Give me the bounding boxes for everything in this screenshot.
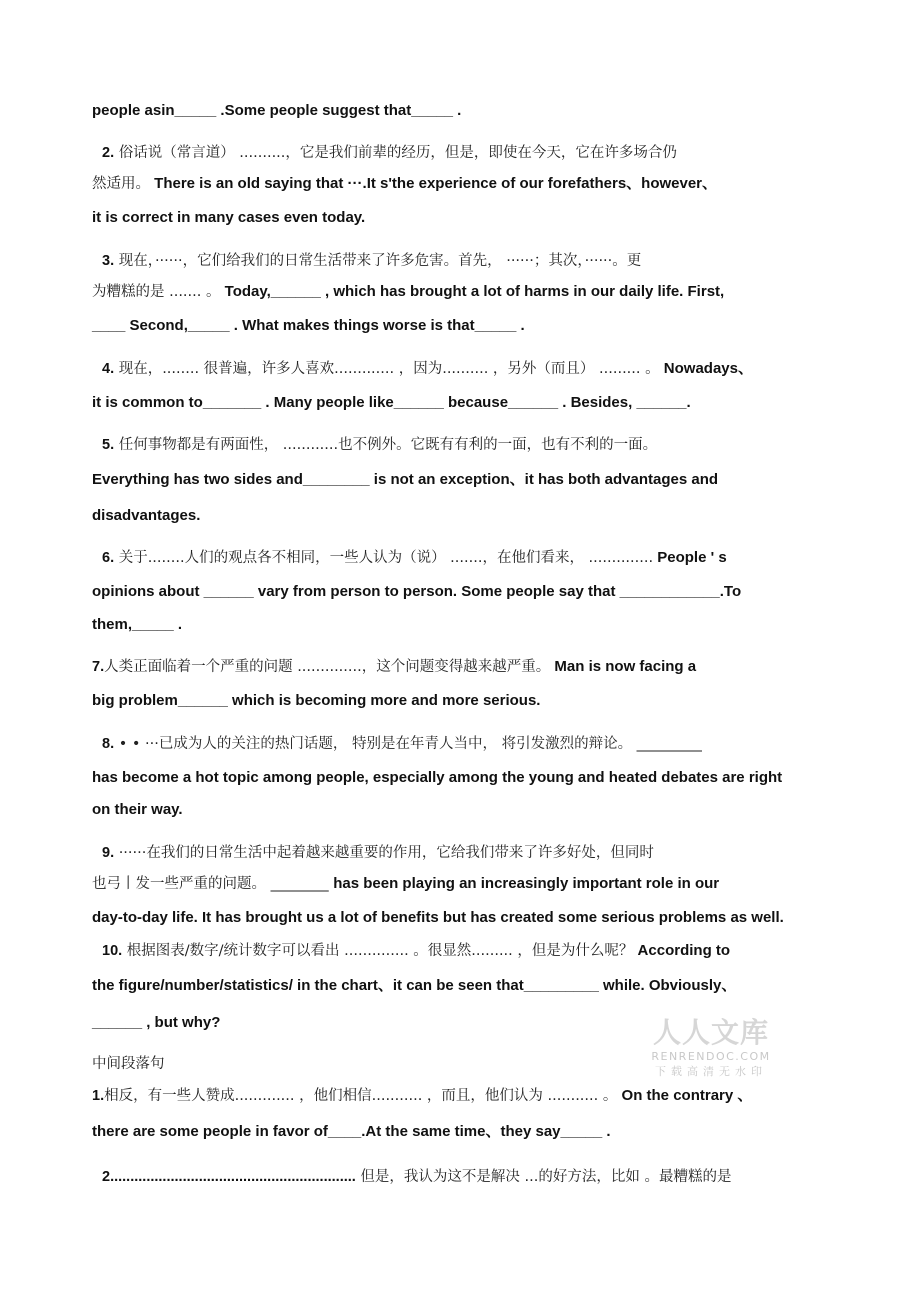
english-text: Man is now facing a	[550, 658, 697, 675]
item-number: 8.	[102, 736, 115, 752]
text-line	[92, 1122, 850, 1142]
chinese-text: 关于........人们的观点各不相同，一些人认为（说） .......，在他们看来， ..............	[114, 550, 654, 566]
english-text: there are some people in favor of____.At the same time、they say_____ .	[92, 1123, 611, 1140]
english-text: Today,______ , which has brought a lot of harms in our daily life. First,	[220, 283, 725, 300]
watermark-title: 人人文库	[652, 1016, 769, 1049]
english-text: has been playing an increasingly important role in our	[333, 875, 720, 892]
english-text: it is correct in many cases even today.	[92, 209, 366, 226]
text-line	[92, 316, 850, 336]
english-text: According to	[633, 942, 731, 959]
chinese-text: 相反，有一些人赞成............. ，他们相信........... ，而且，他们认为 ........... 。	[104, 1088, 618, 1104]
chinese-text: 为糟糕的是 ....... 。	[92, 284, 221, 300]
item-number: 1.	[92, 1088, 105, 1104]
text-line	[102, 734, 850, 754]
english-text: Nowadays、	[659, 360, 753, 377]
text-line	[102, 251, 850, 271]
item-number: 7.	[92, 659, 105, 675]
english-text: them,_____ .	[92, 616, 183, 633]
text-line	[102, 548, 850, 568]
english-text: People ' s	[653, 549, 727, 566]
text-line	[92, 470, 850, 490]
chinese-text: ······在我们的日常生活中起着越来越重要的作用，它给我们带来了许多好处，但同时	[114, 845, 654, 861]
text-line	[92, 768, 850, 788]
text-line	[92, 874, 850, 894]
text-line	[92, 1086, 850, 1106]
item-number: 10.	[102, 943, 123, 959]
item-number: 3.	[102, 253, 115, 269]
english-text: people asin_____ .Some people suggest that_____ .	[92, 102, 462, 119]
english-text: it is common to_______ . Many people like______ because______ . Besides, ______.	[92, 394, 691, 411]
chinese-text: 也弓丨发一些严重的问题。 ________	[92, 876, 334, 892]
item-number: 6.	[102, 550, 115, 566]
item-number: 9.	[102, 845, 115, 861]
english-text: On the contrary 、	[617, 1087, 753, 1104]
english-text: big problem______ which is becoming more and more serious.	[92, 692, 541, 709]
text-line	[92, 174, 850, 194]
chinese-text: 但是，我认为这不是解决 ...的好方法，比如 。最糟糕的是	[355, 1169, 732, 1185]
watermark-logo	[646, 1016, 776, 1080]
text-line	[92, 800, 850, 820]
english-text: Everything has two sides and________ is not an exception、it has both advantages and	[92, 471, 719, 488]
text-line	[92, 691, 850, 711]
english-text: day-to-day life. It has brought us a lot of benefits but has created some serious problems as well.	[92, 909, 784, 926]
chinese-text: 人类正面临着一个严重的问题 ..............，这个问题变得越来越严重。	[104, 659, 551, 675]
text-line	[92, 908, 850, 928]
item-number: 5.	[102, 437, 115, 453]
text-line	[102, 1167, 850, 1187]
item-number: 2.	[102, 145, 115, 161]
watermark-tagline: 下载高清无水印	[655, 1065, 767, 1078]
chinese-text: • • ···已成为人的关注的热门话题， 特别是在年青人当中， 将引发激烈的辩论。 _________	[114, 736, 702, 752]
text-line	[92, 615, 850, 635]
item-number: 4.	[102, 361, 115, 377]
item-number: 2.............................................................	[102, 1169, 356, 1185]
english-text: has become a hot topic among people, especially among the young and heated debates are right	[92, 769, 783, 786]
chinese-text: 根据图表/数字/统计数字可以看出 .............. 。很显然......... ，但是为什么呢？	[122, 943, 634, 959]
text-line	[92, 506, 850, 526]
text-line	[92, 282, 850, 302]
chinese-text: 现在，······，它们给我们的日常生活带来了许多危害。首先， ······；其次，······。更	[114, 253, 642, 269]
text-line	[92, 208, 850, 228]
chinese-text: 现在，........ 很普遍，许多人喜欢............. ，因为.......... ，另外（而且） ......... 。	[114, 361, 660, 377]
chinese-text: 中间段落句	[92, 1056, 165, 1072]
chinese-text: 任何事物都是有两面性， ............也不例外。它既有有利的一面，也有不利的一面。	[114, 437, 658, 453]
english-text: on their way.	[92, 801, 183, 818]
text-line	[92, 976, 850, 996]
chinese-text: 然适用。	[92, 176, 150, 192]
text-line	[92, 101, 850, 121]
text-line	[102, 941, 850, 961]
text-line	[102, 143, 850, 163]
text-line	[102, 843, 850, 863]
english-text: the figure/number/statistics/ in the chart、it can be seen that_________ while. Obviously、	[92, 977, 737, 994]
english-text: opinions about ______ vary from person to person. Some people say that ____________.To	[92, 583, 742, 600]
english-text: There is an old saying that ···.It s'the experience of our forefathers、however、	[150, 175, 718, 192]
english-text: ____ Second,_____ . What makes things worse is that_____ .	[92, 317, 525, 334]
text-line	[92, 582, 850, 602]
text-line	[102, 359, 850, 379]
english-text: ______ , but why?	[92, 1014, 221, 1031]
english-text: disadvantages.	[92, 507, 201, 524]
text-line	[92, 393, 850, 413]
text-line	[102, 435, 850, 455]
chinese-text: 俗话说（常言道） ..........，它是我们前辈的经历，但是，即使在今天，它在许多场合仍	[114, 145, 677, 161]
text-line	[92, 657, 850, 677]
watermark-domain: RENRENDOC.COM	[651, 1050, 771, 1063]
